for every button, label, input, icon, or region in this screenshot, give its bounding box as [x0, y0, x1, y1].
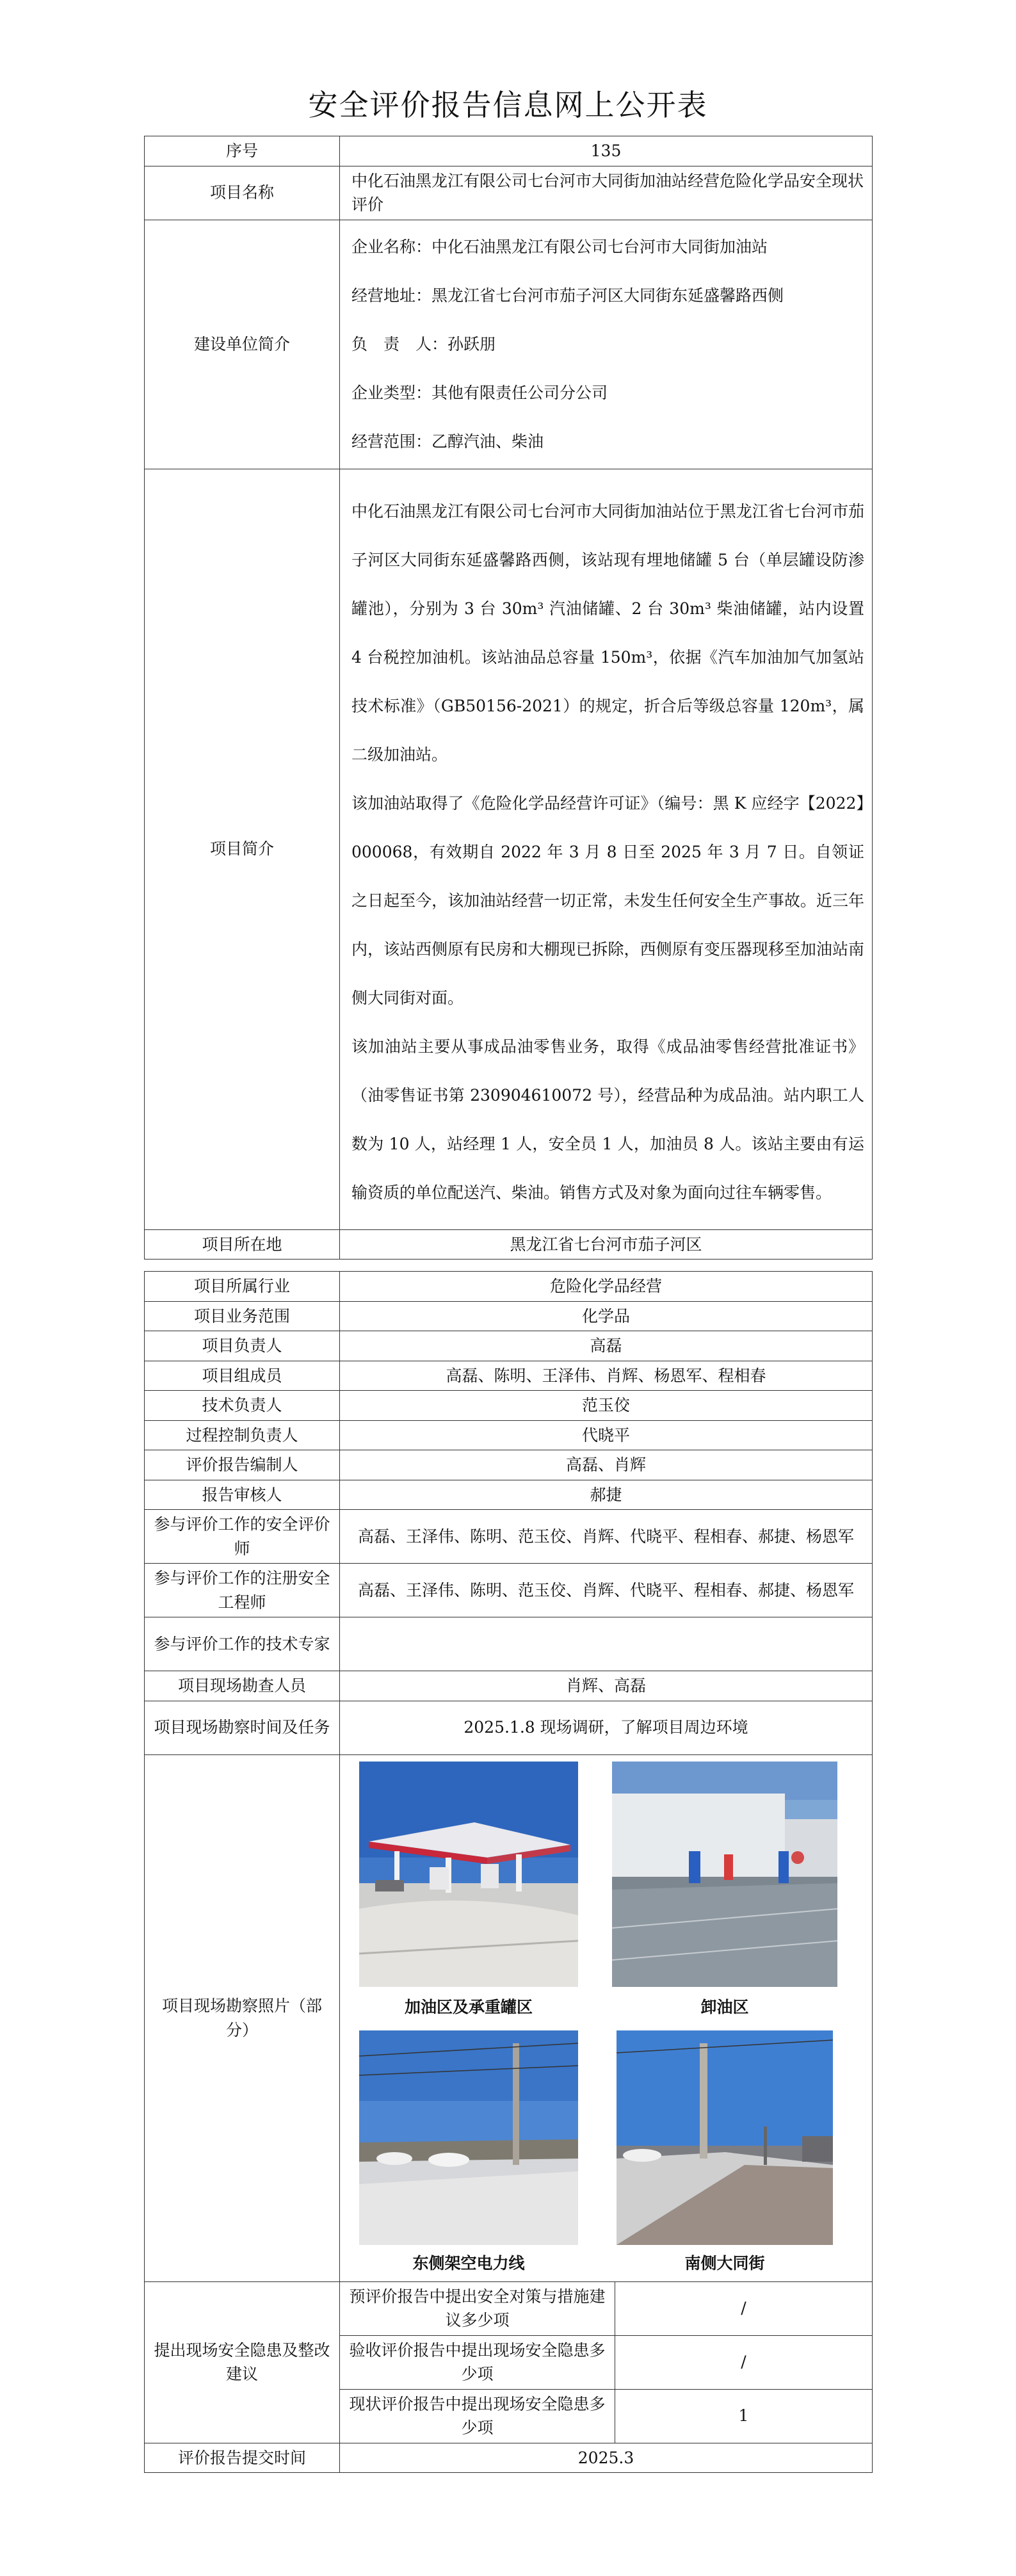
- scope-value: 化学品: [340, 1301, 873, 1331]
- table-row: [145, 1480, 873, 1510]
- photo-caption: 东侧架空电力线: [412, 2253, 525, 2272]
- submit-time-label: 评价报告提交时间: [145, 2443, 340, 2473]
- photo-fuel-area: [359, 1762, 578, 1987]
- photo-unloading-area: [612, 1762, 837, 1987]
- company-scope: 经营范围：乙醇汽油、柴油: [351, 432, 544, 451]
- seq-label: 序号: [145, 136, 340, 166]
- table-row: [145, 1754, 873, 2281]
- table-row: [145, 1229, 873, 1260]
- intro-paragraph: 该加油站主要从事成品油零售业务，取得《成品油零售经营批准证书》（油零售证书第 230904610072 号），经营品种为成品油。站内职工人数为 10 人，站经理 1 人，安全员 1 人，加油员 8 人。该站主要由有运输资质的单位配送汽、柴油。销售方式及对象为面向过往车辆零售。: [351, 1037, 864, 1202]
- scope-label: 项目业务范围: [145, 1301, 340, 1331]
- project-intro-content: [340, 469, 873, 1229]
- evaluator-value: 高磊、王泽伟、陈明、范玉佼、肖辉、代晓平、程相春、郝捷、杨恩军: [340, 1510, 873, 1564]
- engineer-label: 参与评价工作的注册安全工程师: [145, 1564, 340, 1617]
- tech-lead-label: 技术负责人: [145, 1391, 340, 1421]
- photo-caption: 南侧大同街: [684, 2253, 765, 2272]
- seq-value: 135: [340, 136, 873, 166]
- engineer-value: 高磊、王泽伟、陈明、范玉佼、肖辉、代晓平、程相春、郝捷、杨恩军: [340, 1564, 873, 1617]
- unit-intro-label: 建设单位简介: [145, 220, 340, 469]
- table-row: [145, 1564, 873, 1617]
- table-row: [145, 220, 873, 469]
- table-row: [145, 1617, 873, 1671]
- location-value: 黑龙江省七台河市茄子河区: [340, 1229, 873, 1260]
- hazard-label: 提出现场安全隐患及整改建议: [145, 2281, 340, 2443]
- survey-time-value: 2025.1.8 现场调研，了解项目周边环境: [340, 1701, 873, 1754]
- project-name-value: 中化石油黑龙江有限公司七台河市大同街加油站经营危险化学品安全现状评价: [340, 166, 873, 220]
- evaluator-label: 参与评价工作的安全评价师: [145, 1510, 340, 1564]
- intro-paragraph: 该加油站取得了《危险化学品经营许可证》（编号：黑 K 应经字【2022】000068，有效期自 2022 年 3 月 8 日至 2025 年 3 月 7 日。自领证之日起至今，该加油站经营一切正常，未发生任何安全生产事故。近三年内，该站西侧原有民房和大棚现已拆除，西侧原有变压器现移至加油站南侧大同街对面。: [351, 794, 864, 1007]
- reviewer-value: 郝捷: [340, 1480, 873, 1510]
- process-lead-value: 代晓平: [340, 1420, 873, 1450]
- industry-value: 危险化学品经营: [340, 1272, 873, 1302]
- project-name-label: 项目名称: [145, 166, 340, 220]
- table-row: [145, 1450, 873, 1480]
- unit-intro-content: [340, 220, 873, 469]
- location-label: 项目所在地: [145, 1229, 340, 1260]
- table-row: [145, 1391, 873, 1421]
- hazard-answer: /: [615, 2335, 873, 2389]
- company-address: 经营地址：黑龙江省七台河市茄子河区大同街东延盛馨路西侧: [351, 286, 784, 305]
- table-row: [145, 166, 873, 220]
- reviewer-label: 报告审核人: [145, 1480, 340, 1510]
- hazard-answer: 1: [615, 2389, 873, 2443]
- hazard-answer: /: [615, 2281, 873, 2335]
- table-row: [145, 1361, 873, 1391]
- survey-time-label: 项目现场勘察时间及任务: [145, 1701, 340, 1754]
- page-title: 安全评价报告信息网上公开表: [308, 88, 708, 122]
- industry-label: 项目所属行业: [145, 1272, 340, 1302]
- table-row: [145, 2281, 873, 2335]
- info-table-2: [144, 1271, 873, 2473]
- photo-caption: 卸油区: [700, 1997, 749, 2016]
- expert-value: [340, 1617, 873, 1671]
- table-row: [145, 136, 873, 166]
- company-name: 企业名称：中化石油黑龙江有限公司七台河市大同街加油站: [351, 237, 768, 256]
- team-label: 项目组成员: [145, 1361, 340, 1391]
- table-row: [145, 1301, 873, 1331]
- hazard-question: 现状评价报告中提出现场安全隐患多少项: [340, 2389, 615, 2443]
- hazard-question: 预评价报告中提出安全对策与措施建议多少项: [340, 2281, 615, 2335]
- table-row: [145, 2443, 873, 2473]
- table-row: [145, 1420, 873, 1450]
- company-manager: 负 责 人：孙跃朋: [351, 334, 496, 353]
- surveyor-label: 项目现场勘查人员: [145, 1671, 340, 1701]
- tech-lead-value: 范玉佼: [340, 1391, 873, 1421]
- table-row: [145, 1510, 873, 1564]
- surveyor-value: 肖辉、高磊: [340, 1671, 873, 1701]
- photo-caption: 加油区及承重罐区: [404, 1997, 533, 2016]
- photos-cell: [340, 1754, 873, 2281]
- table-row: [145, 469, 873, 1229]
- photo-power-line: [359, 2030, 578, 2245]
- photos-label: 项目现场勘察照片（部分）: [145, 1754, 340, 2281]
- table-row: [145, 1671, 873, 1701]
- intro-paragraph: 中化石油黑龙江有限公司七台河市大同街加油站位于黑龙江省七台河市茄子河区大同街东延盛馨路西侧，该站现有埋地储罐 5 台（单层罐设防渗罐池），分别为 3 台 30m³ 汽油储罐、2 台 30m³ 柴油储罐，站内设置 4 台税控加油机。该站油品总容量 150m³，依据《汽车加油加气加氢站技术标准》（GB50156-2021）的规定，折合后等级总容量 120m³，属二级加油站。: [351, 502, 864, 764]
- author-value: 高磊、肖辉: [340, 1450, 873, 1480]
- table-row: [145, 1701, 873, 1754]
- hazard-question: 验收评价报告中提出现场安全隐患多少项: [340, 2335, 615, 2389]
- project-intro-label: 项目简介: [145, 469, 340, 1229]
- project-lead-value: 高磊: [340, 1331, 873, 1361]
- table-row: [145, 1331, 873, 1361]
- author-label: 评价报告编制人: [145, 1450, 340, 1480]
- team-value: 高磊、陈明、王泽伟、肖辉、杨恩军、程相春: [340, 1361, 873, 1391]
- table-row: [145, 1272, 873, 1302]
- company-type: 企业类型：其他有限责任公司分公司: [351, 383, 608, 402]
- expert-label: 参与评价工作的技术专家: [145, 1617, 340, 1671]
- submit-time-value: 2025.3: [340, 2443, 873, 2473]
- process-lead-label: 过程控制负责人: [145, 1420, 340, 1450]
- photo-south-street: [617, 2030, 833, 2245]
- info-table-1: [144, 136, 873, 1260]
- project-lead-label: 项目负责人: [145, 1331, 340, 1361]
